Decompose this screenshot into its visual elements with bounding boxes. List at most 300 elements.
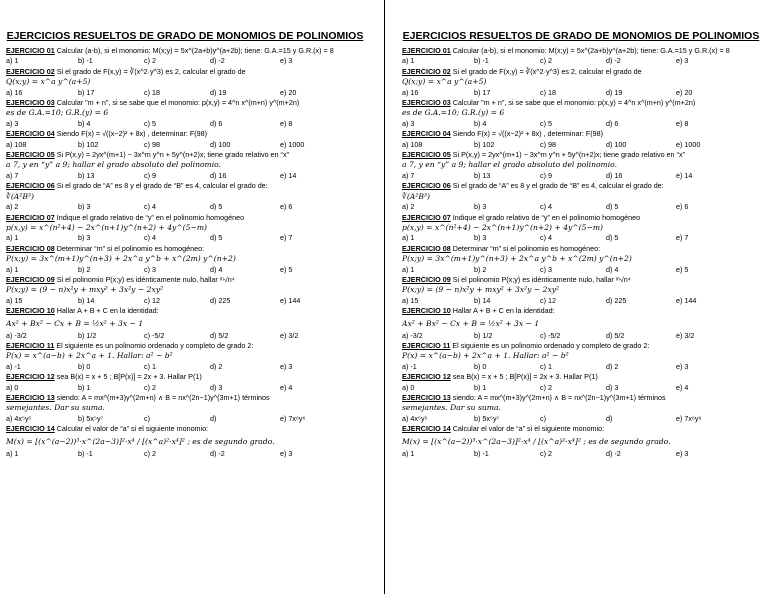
answer-option: d) 100	[210, 139, 231, 149]
exercise-text: Calcular "m + n", si se sabe que el monomio: p(x,y) = 4^n x^(m+n) y^(m+2n)	[452, 98, 696, 108]
answer-option: c) 4	[144, 202, 156, 212]
answer-options	[402, 296, 760, 306]
exercise-label: EJERCICIO 12	[402, 372, 451, 382]
exercise-formula: es de G.A.=10; G.R.(y) = 6	[402, 108, 505, 118]
exercise-block	[6, 306, 364, 341]
exercise-question	[402, 244, 760, 254]
exercise-block	[6, 181, 364, 212]
exercise-block	[402, 98, 760, 129]
answer-option: c) 12	[540, 295, 556, 305]
answer-option: d) 3	[606, 382, 619, 392]
exercise-question	[6, 98, 364, 108]
exercise-formula: P(x;y) = 3x^(m+1)y^(n+3) + 2x^a y^b + x^(2m) y^(n+2)	[402, 254, 632, 264]
answer-option: e) 14	[280, 170, 297, 180]
answer-option: e) 3/2	[676, 330, 695, 340]
exercise-label: EJERCICIO 08	[6, 243, 55, 253]
answer-option: a) 2	[402, 202, 415, 212]
answer-option: e) 20	[676, 87, 693, 97]
answer-option: b) 3	[474, 202, 487, 212]
answer-option: b) 13	[78, 170, 95, 180]
answer-option: e) 4	[676, 382, 689, 392]
page-title: EJERCICIOS RESUELTOS DE GRADO DE MONOMIOS DE POLINOMIOS	[402, 30, 760, 42]
answer-option: b) 4	[78, 118, 91, 128]
answer-option: d) 5	[210, 233, 223, 243]
exercise-question	[6, 275, 364, 285]
answer-option: a) 1	[402, 448, 415, 458]
exercise-label: EJERCICIO 02	[6, 66, 55, 76]
answer-option: a) 1	[402, 264, 415, 274]
answer-option: a) -3/2	[402, 330, 423, 340]
answer-option: a) 0	[6, 382, 19, 392]
exercise-label: EJERCICIO 09	[402, 274, 451, 284]
answer-options	[6, 140, 364, 150]
answer-option: b) 3	[474, 233, 487, 243]
answer-option: e) 3	[676, 56, 689, 66]
exercise-block	[402, 129, 760, 150]
exercise-text: sea B(x) = x + 5 ; B[P(x)] = 2x + 3. Hallar P(1)	[56, 372, 202, 382]
exercise-formula: p(x,y) = x^(n²+4) − 2x^(n+1)y^(n+2) + 4y^(5−m)	[6, 222, 207, 232]
exercise-question	[402, 341, 760, 351]
answer-option: a) 108	[402, 139, 423, 149]
answer-option: b) 2	[78, 264, 91, 274]
right-column	[402, 0, 760, 459]
exercise-formula: ∛(A²B³)	[6, 191, 34, 201]
exercise-text: El siguiente es un polinomio ordenado y completo de grado 2:	[56, 340, 254, 350]
exercise-formula: a 7, y en “y” a 9; hallar el grado absoluto del polinomio.	[6, 160, 222, 170]
answer-options	[6, 296, 364, 306]
exercise-question	[6, 424, 364, 434]
exercise-block	[402, 393, 760, 424]
exercise-block	[6, 372, 364, 393]
answer-option: d) 6	[210, 118, 223, 128]
answer-option: e) 7x⁶y⁶	[280, 413, 306, 423]
answer-options	[402, 449, 760, 459]
answer-option: b) -1	[78, 56, 93, 66]
answer-option: a) 15	[6, 295, 23, 305]
answer-option: a) 2	[6, 202, 19, 212]
answer-option: e) 5	[676, 264, 689, 274]
exercise-formula: M(x) = [(x^(a−2))³·x^(2a−3)]²·x⁴ / [(x^a)²·x⁴]² ; es de segundo grado.	[6, 436, 275, 446]
answer-option: a) -3/2	[6, 330, 27, 340]
answer-options	[402, 383, 760, 393]
exercise-formula: P(x;y) = 3x^(m+1)y^(n+3) + 2x^a y^b + x^(2m) y^(n+2)	[6, 254, 236, 264]
answer-option: a) -1	[402, 361, 417, 371]
answer-option: d)	[210, 413, 217, 423]
exercise-text: Calcular (a-b), si el monomio: M(x;y) = 5x^(2a+b)y^(a+2b); tiene: G.A.=15 y G.R.(x) = 8	[56, 46, 334, 55]
exercise-label: EJERCICIO 07	[6, 212, 55, 222]
answer-option: a) -1	[6, 361, 21, 371]
answer-option: b) 5x⁵y⁷	[78, 413, 104, 423]
exercise-block	[402, 150, 760, 181]
exercise-text: Determinar “m” si el polinomio es homogéneo:	[452, 243, 601, 253]
answer-option: e) 5	[280, 264, 293, 274]
exercise-text: Determinar “m” si el polinomio es homogéneo:	[56, 243, 205, 253]
exercise-formula: M(x) = [(x^(a−2))³·x^(2a−3)]²·x⁴ / [(x^a)²·x⁴]² ; es de segundo grado.	[402, 436, 671, 446]
exercise-label: EJERCICIO 08	[402, 243, 451, 253]
answer-options	[6, 331, 364, 341]
exercise-label: EJERCICIO 07	[402, 212, 451, 222]
answer-options	[6, 88, 364, 98]
answer-option: c)	[144, 413, 150, 423]
answer-option: c) 1	[540, 361, 552, 371]
exercise-question	[6, 150, 364, 160]
exercise-question	[6, 393, 364, 403]
exercise-text: Calcular el valor de “a” si el siguiente monomio:	[452, 424, 605, 434]
exercise-question	[402, 67, 760, 77]
exercise-question	[402, 181, 760, 191]
answer-option: c) 2	[540, 382, 552, 392]
answer-option: b) -1	[78, 448, 93, 458]
exercise-text: El siguiente es un polinomio ordenado y completo de grado 2:	[452, 340, 650, 350]
answer-option: a) 4x⁵y⁵	[6, 413, 32, 423]
answer-option: c) 2	[144, 448, 156, 458]
answer-option: d) -2	[606, 448, 621, 458]
answer-option: e) 3	[676, 448, 689, 458]
exercise-text: Si el grado de “A” es 8 y el grado de “B” es 4, calcular el grado de:	[56, 181, 268, 191]
exercise-question	[6, 129, 364, 139]
answer-option: a) 1	[6, 56, 19, 66]
exercise-question	[6, 67, 364, 77]
exercise-text: Si P(x,y) = 2yx^(m+1) − 3x^m y^n + 5y^(n+2)x; tiene grado relativo en “x”	[56, 150, 289, 160]
answer-option: d) 19	[210, 87, 227, 97]
exercise-label: EJERCICIO 11	[402, 340, 451, 350]
answer-option: a) 1	[402, 56, 415, 66]
answer-option: c) 2	[144, 56, 156, 66]
answer-option: b) 17	[78, 87, 95, 97]
exercise-text: Si P(x,y) = 2yx^(m+1) − 3x^m y^n + 5y^(n+2)x; tiene grado relativo en “x”	[452, 150, 685, 160]
answer-option: c) 12	[144, 295, 160, 305]
answer-option: c) 9	[540, 170, 552, 180]
exercise-label: EJERCICIO 10	[402, 306, 451, 316]
exercise-question	[6, 46, 364, 56]
answer-option: d) 6	[606, 118, 619, 128]
answer-options	[402, 233, 760, 243]
exercise-block	[402, 306, 760, 341]
exercise-label: EJERCICIO 03	[402, 98, 451, 108]
exercise-formula: ∛(A²B³)	[402, 191, 430, 201]
answer-option: e) 1000	[280, 139, 305, 149]
answer-option: b) 3	[78, 233, 91, 243]
answer-options	[6, 119, 364, 129]
exercise-label: EJERCICIO 05	[6, 150, 55, 160]
answer-option: c) 5	[144, 118, 156, 128]
answer-option: b) 13	[474, 170, 491, 180]
answer-option: e) 3	[280, 56, 293, 66]
exercise-text: siendo: A = mx^(m+3)y^(2m+n) ∧ B = nx^(2n−1)y^(3m+1) términos	[56, 393, 270, 402]
exercise-text: Siendo F(x) = √((x−2)² + 8x) , determinar: F(98)	[56, 129, 208, 139]
answer-option: a) 3	[402, 118, 415, 128]
answer-option: a) 0	[402, 382, 415, 392]
answer-option: c) 4	[540, 202, 552, 212]
exercise-block	[6, 275, 364, 306]
exercise-label: EJERCICIO 04	[6, 129, 55, 139]
exercise-text: siendo: A = mx^(m+3)y^(2m+n) ∧ B = nx^(2n−1)y^(3m+1) términos	[452, 393, 666, 402]
answer-option: b) 1	[474, 382, 487, 392]
answer-options	[6, 171, 364, 181]
exercise-label: EJERCICIO 01	[402, 46, 451, 55]
answer-option: c) 98	[540, 139, 556, 149]
exercise-question	[6, 341, 364, 351]
exercise-block	[402, 213, 760, 244]
answer-option: a) 4x⁵y⁵	[402, 413, 428, 423]
answer-option: d) 100	[606, 139, 627, 149]
exercise-question	[402, 150, 760, 160]
answer-option: b) 2	[474, 264, 487, 274]
answer-option: e) 3	[676, 361, 689, 371]
answer-option: b) 0	[78, 361, 91, 371]
exercise-block	[402, 244, 760, 275]
exercise-formula: P(x) = x^(a−b) + 2x^a + 1. Hallar: a² − b²	[402, 351, 569, 361]
exercise-block	[6, 244, 364, 275]
exercise-formula: semejantes. Dar su suma.	[6, 403, 105, 413]
answer-options	[6, 449, 364, 459]
answer-option: e) 4	[280, 382, 293, 392]
exercise-block	[6, 213, 364, 244]
exercise-label: EJERCICIO 13	[402, 393, 451, 402]
answer-option: b) 5x⁵y⁷	[474, 413, 500, 423]
exercise-question	[402, 306, 760, 316]
answer-option: e) 3	[280, 448, 293, 458]
answer-option: a) 1	[6, 233, 19, 243]
answer-options	[6, 265, 364, 275]
answer-options	[6, 202, 364, 212]
answer-option: a) 1	[6, 264, 19, 274]
exercise-formula: es de G.A.=10; G.R.(y) = 6	[6, 108, 109, 118]
answer-option: c) 18	[144, 87, 160, 97]
answer-option: d) 5	[606, 202, 619, 212]
answer-option: d) -2	[210, 448, 225, 458]
exercise-label: EJERCICIO 13	[6, 393, 55, 402]
exercise-label: EJERCICIO 14	[6, 424, 55, 434]
exercise-question	[402, 393, 760, 403]
exercise-question	[6, 213, 364, 223]
exercise-text: Si el grado de F(x,y) = ∛(x^2·y^3) es 2, calcular el grado de	[56, 66, 246, 76]
exercise-label: EJERCICIO 14	[402, 424, 451, 434]
answer-options	[6, 414, 364, 424]
exercise-text: Indique el grado relativo de “y” en el polinomio homogéneo	[56, 212, 245, 222]
answer-options	[402, 88, 760, 98]
exercise-label: EJERCICIO 04	[402, 129, 451, 139]
exercise-label: EJERCICIO 06	[402, 181, 451, 191]
answer-options	[402, 56, 760, 66]
answer-option: d) 4	[210, 264, 223, 274]
answer-option: c) 5	[540, 118, 552, 128]
exercise-text: Hallar A + B + C en la identidad:	[452, 306, 555, 316]
answer-option: a) 3	[6, 118, 19, 128]
exercise-text: Si el polinomio P(x;y) es idénticamente nulo, hallar ᵐ√n⁴	[452, 274, 631, 284]
answer-option: e) 20	[280, 87, 297, 97]
exercise-formula: a 7, y en “y” a 9; hallar el grado absoluto del polinomio.	[402, 160, 618, 170]
exercise-label: EJERCICIO 03	[6, 98, 55, 108]
answer-option: a) 7	[402, 170, 415, 180]
answer-option: c) 3	[540, 264, 552, 274]
exercise-block	[6, 67, 364, 98]
exercise-formula: Ax² + Bx² − Cx + B = ½x² + 3x − 1	[6, 318, 144, 328]
exercise-question	[402, 98, 760, 108]
exercise-label: EJERCICIO 01	[6, 46, 55, 55]
answer-option: d) 4	[606, 264, 619, 274]
exercise-text: Si el grado de F(x,y) = ∛(x^2·y^3) es 2, calcular el grado de	[452, 66, 642, 76]
exercise-label: EJERCICIO 11	[6, 340, 55, 350]
answer-option: c) 4	[540, 233, 552, 243]
exercise-text: Si el polinomio P(x;y) es idénticamente nulo, hallar ᵐ√n⁴	[56, 274, 235, 284]
answer-options	[402, 414, 760, 424]
answer-option: b) 17	[474, 87, 491, 97]
answer-option: c) -5/2	[144, 330, 165, 340]
answer-option: c) 4	[144, 233, 156, 243]
answer-option: d) 225	[606, 295, 627, 305]
answer-option: c) 1	[144, 361, 156, 371]
exercise-formula: P(x) = x^(a−b) + 2x^a + 1. Hallar: a² − b²	[6, 351, 173, 361]
answer-option: e) 6	[676, 202, 689, 212]
exercise-list	[6, 46, 364, 459]
answer-option: e) 8	[280, 118, 293, 128]
answer-option: e) 6	[280, 202, 293, 212]
answer-option: e) 1000	[676, 139, 701, 149]
answer-options	[402, 265, 760, 275]
exercise-block	[6, 46, 364, 67]
exercise-block	[402, 275, 760, 306]
answer-option: d) -2	[210, 56, 225, 66]
answer-option: a) 16	[6, 87, 23, 97]
answer-option: c) 98	[144, 139, 160, 149]
exercise-formula: semejantes. Dar su suma.	[402, 403, 501, 413]
exercise-question	[6, 244, 364, 254]
answer-option: c) 3	[144, 264, 156, 274]
answer-option: b) -1	[474, 448, 489, 458]
exercise-formula: P(x;y) = (9 − n)x²y + mxy² + 3x²y − 2xy²	[6, 285, 164, 295]
answer-option: b) 4	[474, 118, 487, 128]
exercise-block	[6, 424, 364, 459]
exercise-label: EJERCICIO 05	[402, 150, 451, 160]
answer-option: b) -1	[474, 56, 489, 66]
answer-option: a) 7	[6, 170, 19, 180]
answer-options	[402, 171, 760, 181]
answer-option: d) 19	[606, 87, 623, 97]
answer-option: b) 1/2	[474, 330, 493, 340]
answer-options	[402, 202, 760, 212]
answer-option: e) 14	[676, 170, 693, 180]
answer-option: e) 3/2	[280, 330, 299, 340]
exercise-block	[402, 341, 760, 372]
answer-option: c) 18	[540, 87, 556, 97]
answer-option: d) 5/2	[210, 330, 229, 340]
left-column	[6, 0, 364, 459]
exercise-question	[402, 372, 760, 382]
exercise-question	[6, 372, 364, 382]
exercise-question	[6, 306, 364, 316]
answer-option: e) 7	[676, 233, 689, 243]
answer-options	[402, 362, 760, 372]
answer-options	[6, 362, 364, 372]
exercise-label: EJERCICIO 09	[6, 274, 55, 284]
exercise-label: EJERCICIO 12	[6, 372, 55, 382]
answer-option: d) 16	[210, 170, 227, 180]
exercise-block	[6, 129, 364, 150]
exercise-label: EJERCICIO 10	[6, 306, 55, 316]
exercise-text: Si el grado de “A” es 8 y el grado de “B” es 4, calcular el grado de:	[452, 181, 664, 191]
answer-option: a) 16	[402, 87, 419, 97]
exercise-text: Indique el grado relativo de “y” en el polinomio homogéneo	[452, 212, 641, 222]
exercise-text: Hallar A + B + C en la identidad:	[56, 306, 159, 316]
answer-option: d) 2	[210, 361, 223, 371]
answer-option: b) 14	[474, 295, 491, 305]
answer-option: b) 14	[78, 295, 95, 305]
answer-option: d) 5	[210, 202, 223, 212]
answer-option: d) 3	[210, 382, 223, 392]
exercise-question	[402, 129, 760, 139]
exercise-question	[402, 46, 760, 56]
exercise-formula: Q(x;y) = x^a y^(a+5)	[6, 77, 91, 87]
exercise-formula: Ax² + Bx² − Cx + B = ½x² + 3x − 1	[402, 318, 540, 328]
exercise-block	[402, 181, 760, 212]
exercise-text: Calcular el valor de “a” si el siguiente monomio:	[56, 424, 209, 434]
exercise-formula: p(x,y) = x^(n²+4) − 2x^(n+1)y^(n+2) + 4y^(5−m)	[402, 222, 603, 232]
answer-option: b) 3	[78, 202, 91, 212]
exercise-block	[402, 67, 760, 98]
exercise-text: Calcular "m + n", si se sabe que el monomio: p(x,y) = 4^n x^(m+n) y^(m+2n)	[56, 98, 300, 108]
answer-option: e) 7x⁶y⁶	[676, 413, 702, 423]
answer-option: d) 16	[606, 170, 623, 180]
answer-option: c) 2	[144, 382, 156, 392]
column-divider	[384, 0, 385, 594]
answer-option: c) 9	[144, 170, 156, 180]
answer-options	[402, 140, 760, 150]
answer-option: a) 1	[402, 233, 415, 243]
answer-option: a) 108	[6, 139, 27, 149]
answer-option: b) 1/2	[78, 330, 97, 340]
exercise-label: EJERCICIO 02	[402, 66, 451, 76]
answer-options	[6, 233, 364, 243]
answer-option: e) 8	[676, 118, 689, 128]
exercise-text: sea B(x) = x + 5 ; B[P(x)] = 2x + 3. Hallar P(1)	[452, 372, 598, 382]
answer-options	[402, 331, 760, 341]
answer-option: e) 3	[280, 361, 293, 371]
answer-options	[6, 383, 364, 393]
exercise-block	[402, 46, 760, 67]
exercise-formula: P(x;y) = (9 − n)x²y + mxy² + 3x²y − 2xy²	[402, 285, 560, 295]
answer-option: c)	[540, 413, 546, 423]
exercise-question	[6, 181, 364, 191]
exercise-block	[402, 372, 760, 393]
answer-option: b) 1	[78, 382, 91, 392]
exercise-question	[402, 424, 760, 434]
exercise-question	[402, 213, 760, 223]
exercise-block	[402, 424, 760, 459]
answer-option: b) 0	[474, 361, 487, 371]
answer-option: a) 15	[402, 295, 419, 305]
answer-option: d) 2	[606, 361, 619, 371]
answer-options	[402, 119, 760, 129]
exercise-block	[6, 341, 364, 372]
answer-option: b) 102	[78, 139, 99, 149]
answer-option: e) 7	[280, 233, 293, 243]
answer-option: d) 5/2	[606, 330, 625, 340]
exercise-list	[402, 46, 760, 459]
answer-option: c) 2	[540, 448, 552, 458]
exercise-question	[402, 275, 760, 285]
exercise-block	[6, 393, 364, 424]
page-title: EJERCICIOS RESUELTOS DE GRADO DE MONOMIOS DE POLINOMIOS	[6, 30, 364, 42]
answer-option: d) 225	[210, 295, 231, 305]
answer-option: e) 144	[676, 295, 697, 305]
exercise-block	[6, 150, 364, 181]
answer-option: c) 2	[540, 56, 552, 66]
exercise-block	[6, 98, 364, 129]
answer-option: b) 102	[474, 139, 495, 149]
exercise-label: EJERCICIO 06	[6, 181, 55, 191]
exercise-text: Siendo F(x) = √((x−2)² + 8x) , determinar: F(98)	[452, 129, 604, 139]
